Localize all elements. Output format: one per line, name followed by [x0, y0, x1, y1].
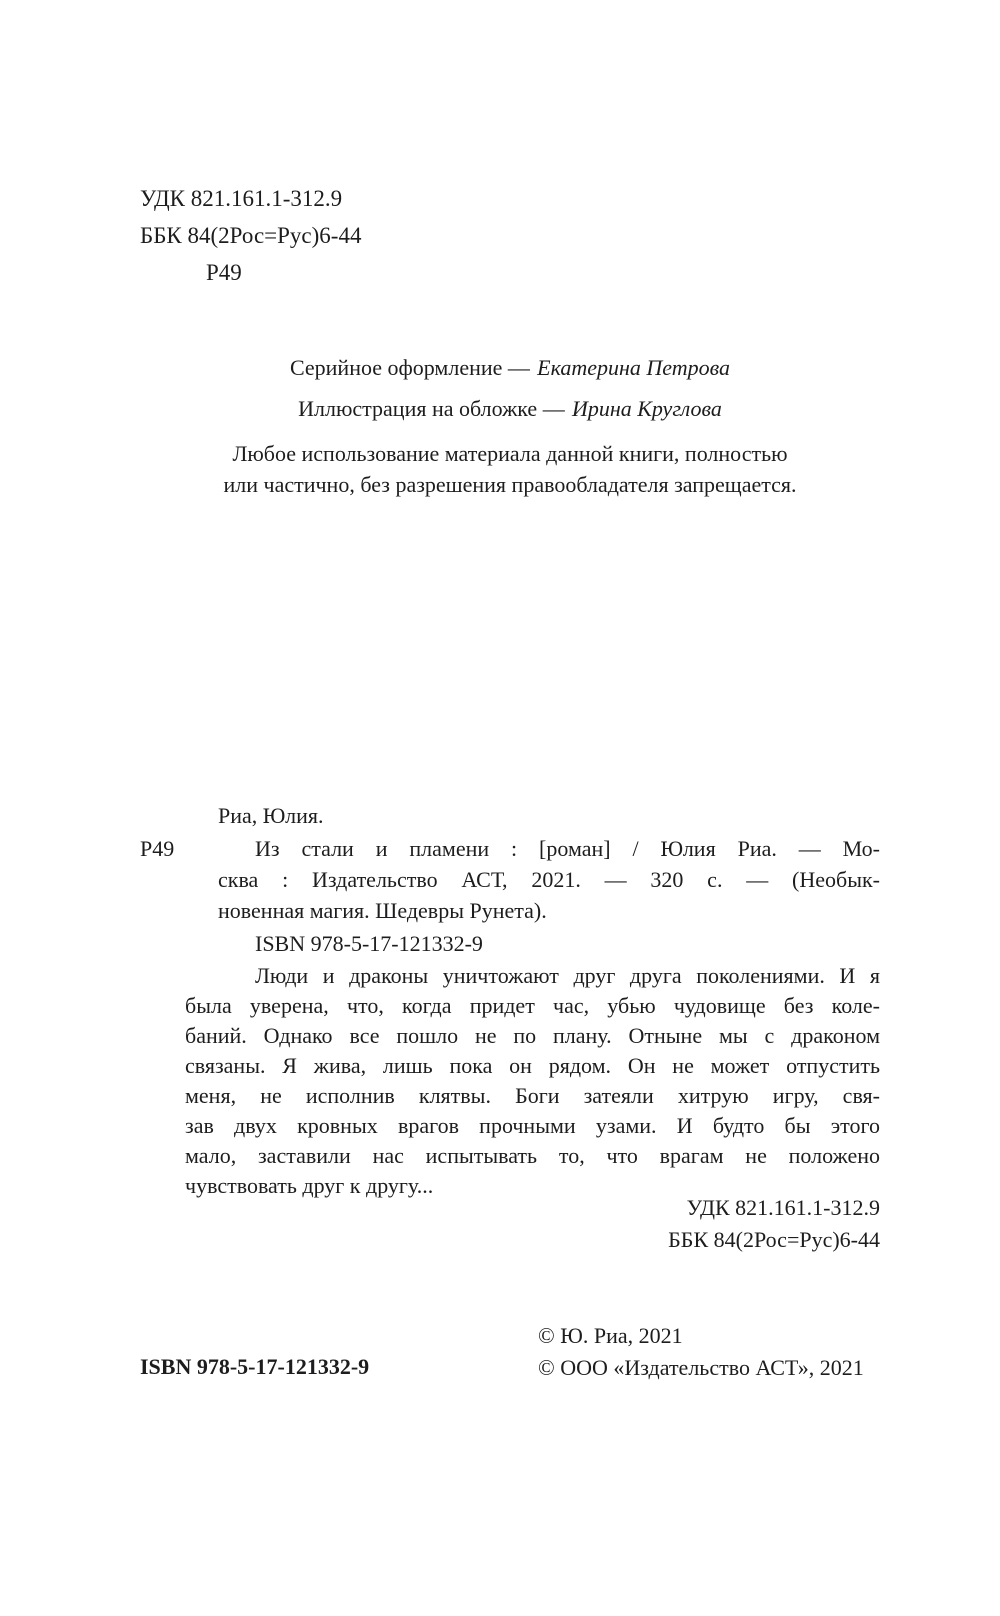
catalog-author: Риа, Юлия. — [218, 803, 324, 828]
cover-illustration-name: Ирина Круглова — [571, 396, 722, 421]
catalog-author-sign: Р49 — [140, 836, 175, 861]
annotation-line: баний. Однако все пошло не по плану. Отныне мы с драконом — [185, 1023, 880, 1048]
udk-code-bottom: УДК 821.161.1-312.9 — [686, 1195, 880, 1220]
top-codes-block — [140, 180, 361, 291]
catalog-description-line: новенная магия. Шедевры Рунета). — [218, 898, 547, 923]
annotation-line: зав двух кровных врагов прочными узами. И будто бы этого — [185, 1113, 880, 1138]
catalog-isbn: ISBN 978-5-17-121332-9 — [255, 931, 483, 956]
series-design-label: Серийное оформление — — [289, 355, 530, 380]
cover-illustration-label: Иллюстрация на обложке — — [298, 396, 565, 421]
cover-illustration-credit — [130, 393, 890, 424]
annotation-line: мало, заставили нас испытывать то, что врагам не положено — [185, 1143, 880, 1168]
annotation-line: была уверена, что, когда придет час, убью чудовище без коле- — [185, 993, 880, 1018]
footer-copyrights — [538, 1320, 864, 1384]
catalog-description-line: сква : Издательство АСТ, 2021. — 320 с. — (Необык- — [218, 867, 880, 892]
copyright-publisher: © ООО «Издательство АСТ», 2021 — [538, 1355, 864, 1380]
annotation-block — [185, 961, 880, 1201]
annotation-line: Люди и драконы уничтожают друг друга поколениями. И я — [255, 963, 880, 988]
credits-block — [130, 352, 890, 500]
bbk-code-top: ББК 84(2Рос=Рус)6-44 — [140, 223, 362, 248]
series-design-name: Екатерина Петрова — [537, 355, 731, 380]
footer-isbn: ISBN 978-5-17-121332-9 — [140, 1354, 370, 1379]
bbk-code-bottom: ББК 84(2Рос=Рус)6-44 — [668, 1227, 880, 1252]
annotation-line: меня, не исполнив клятвы. Боги затеяли хитрую игру, свя- — [185, 1083, 880, 1108]
annotation-line: связаны. Я жива, лишь пока он рядом. Он не может отпустить — [185, 1053, 880, 1078]
udk-code-top: УДК 821.161.1-312.9 — [140, 186, 343, 211]
annotation-line: чувствовать друг к другу... — [185, 1173, 434, 1198]
copyright-author: © Ю. Риа, 2021 — [538, 1323, 683, 1348]
catalog-description — [218, 833, 880, 926]
author-sign-top: Р49 — [206, 260, 242, 285]
rights-notice-line-2: или частично, без разрешения правообладателя запрещается. — [223, 472, 797, 497]
catalog-description-line: Из стали и пламени : [роман] / Юлия Риа. — Мо- — [255, 836, 880, 861]
bottom-codes-block — [218, 1192, 880, 1256]
series-design-credit — [130, 352, 890, 383]
rights-notice-line-1: Любое использование материала данной книги, полностью — [232, 441, 788, 466]
